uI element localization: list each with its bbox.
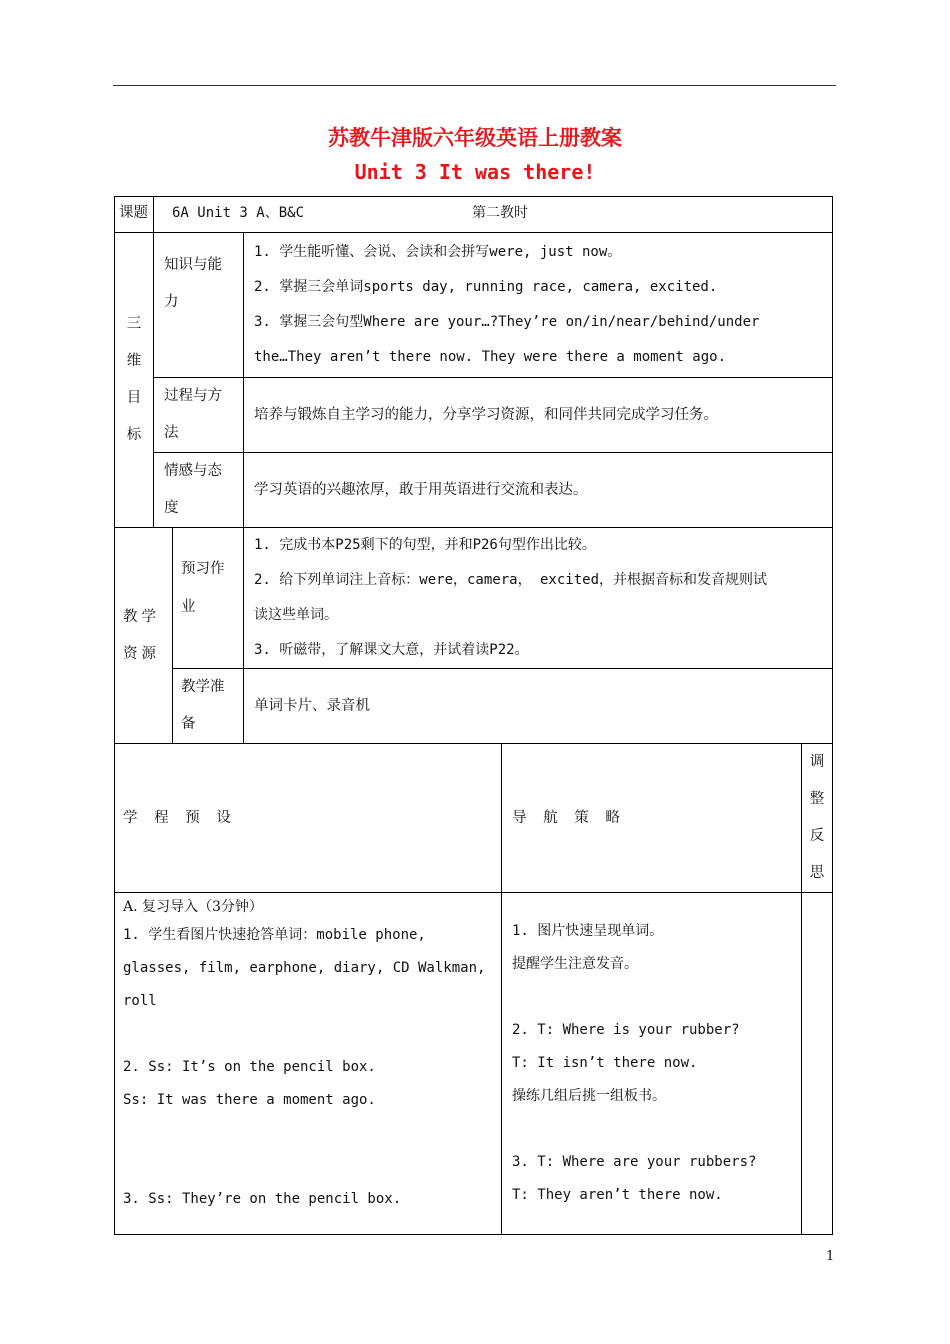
header-plan: 学 程 预 设: [123, 809, 237, 826]
goals-knowledge-row: [115, 233, 833, 378]
plan-line: A. 复习导入（3分钟）: [123, 899, 263, 915]
prep-text: 单词卡片、录音机: [254, 697, 370, 714]
preview-label: 预习作业: [181, 561, 225, 615]
preview-line: 3. 听磁带，了解课文大意，并试着读P22。: [254, 642, 529, 658]
goals-attitude-row: [115, 453, 833, 528]
strategy-line: 提醒学生注意发音。: [512, 956, 638, 972]
page-number: 1: [826, 1249, 835, 1264]
header-strategy: 导 航 策 略: [512, 809, 626, 826]
lesson-number: 第二教时: [472, 205, 528, 221]
knowledge-line: 2. 掌握三会单词sports day, running race, camera, excited.: [254, 279, 718, 295]
lesson-plan-table: [114, 196, 833, 1235]
resources-prep-row: [115, 669, 833, 744]
goals-group-label: 三 维 目 标: [126, 316, 142, 443]
header-reflection: 调 整 反 思: [809, 754, 825, 881]
top-rule: [113, 85, 836, 86]
strategy-line: 操练几组后挑一组板书。: [512, 1088, 666, 1104]
preview-line: 读这些单词。: [254, 607, 338, 623]
plan-line: 3. Ss: They’re on the pencil box.: [123, 1191, 402, 1207]
plan-line: Ss: It was there a moment ago.: [123, 1092, 376, 1108]
plan-line: glasses, film, earphone, diary, CD Walkman,: [123, 960, 486, 976]
attitude-label: 情感与态度: [164, 463, 222, 516]
strategy-line: 3. T: Where are your rubbers?: [512, 1154, 757, 1170]
resources-preview-row: [115, 528, 833, 669]
plan-line: 2. Ss: It’s on the pencil box.: [123, 1059, 376, 1075]
topic-row: [115, 197, 833, 233]
process-header-row: [115, 744, 833, 893]
process-label: 过程与方法: [164, 388, 222, 441]
strategy-line: 2. T: Where is your rubber?: [512, 1022, 740, 1038]
knowledge-line: 3. 掌握三会句型Where are your…?They’re on/in/near/behind/under: [254, 314, 760, 330]
knowledge-line: 1. 学生能听懂、会说、会读和会拼写were, just now。: [254, 244, 622, 260]
process-text: 培养与锻炼自主学习的能力，分享学习资源，和同伴共同完成学习任务。: [254, 406, 718, 423]
document-title: 苏教牛津版六年级英语上册教案: [328, 126, 622, 150]
plan-line: 1. 学生看图片快速抢答单词：mobile phone,: [123, 927, 426, 943]
strategy-line: T: They aren’t there now.: [512, 1187, 723, 1203]
attitude-text: 学习英语的兴趣浓厚，敢于用英语进行交流和表达。: [254, 481, 588, 498]
resources-group-label: 教学资源: [123, 608, 160, 662]
strategy-content: [502, 893, 801, 1212]
goals-process-row: [115, 378, 833, 453]
knowledge-content: [244, 233, 832, 377]
strategy-line: T: It isn’t there now.: [512, 1055, 698, 1071]
preview-content: [244, 528, 832, 668]
preview-line: 1. 完成书本P25剩下的句型，并和P26句型作出比较。: [254, 537, 596, 553]
topic-label: 课题: [119, 205, 148, 221]
prep-label: 教学准备: [181, 679, 225, 732]
strategy-line: 1. 图片快速呈现单词。: [512, 923, 664, 939]
topic-value: 6A Unit 3 A、B&C: [172, 205, 305, 221]
plan-line: roll: [123, 993, 157, 1009]
knowledge-line: the…They aren’t there now. They were there a moment ago.: [254, 349, 727, 365]
plan-content: [115, 893, 501, 1218]
document-subtitle: Unit 3 It was there!: [354, 160, 596, 184]
knowledge-label: 知识与能力: [164, 257, 222, 310]
preview-line: 2. 给下列单词注上音标：were，camera， excited，并根据音标和发音规则试: [254, 572, 768, 588]
process-body-row: [115, 893, 833, 1235]
